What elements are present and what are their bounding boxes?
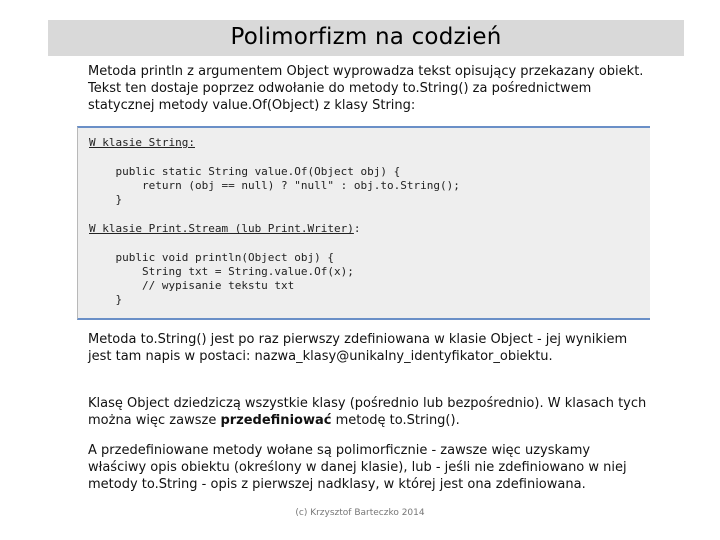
code-line: String txt = String.value.Of(x); [89, 264, 354, 278]
code-line: public void println(Object obj) { [89, 250, 335, 264]
code-line: } [89, 293, 123, 307]
code-box [77, 126, 650, 320]
override-paragraph [88, 395, 648, 429]
code-line: return (obj == null) ? "null" : obj.to.String(); [89, 178, 460, 192]
footer-copyright: (c) Krzysztof Barteczko 2014 [295, 508, 425, 518]
override-text-before: Klasę Object dziedziczą wszystkie klasy (pośrednio lub bezpośrednio). W klasach tych można więc zawsze [88, 396, 647, 428]
code-section-printstream [89, 222, 361, 308]
code-heading-printstream: W klasie Print.Stream (lub Print.Writer) [89, 222, 354, 235]
override-emphasis: przedefiniować [220, 413, 332, 428]
polymorphism-paragraph: A przedefiniowane metody wołane są polimorficznie - zawsze więc uzyskamy właściwy opis obiektu (określony w danej klasie), lub - jeśli nie zdefiniowano w niej metody to.String - opis z pierwszej nadklasy, w której jest ona zdefiniowana. [88, 443, 627, 492]
code-line: // wypisanie tekstu txt [89, 279, 295, 293]
override-text-after: metodę to.String(). [331, 413, 460, 428]
tostring-paragraph: Metoda to.String() jest po raz pierwszy zdefiniowana w klasie Object - jej wynikiem jest tam napis w postaci: nazwa_klasy@unikalny_identyfikator_obiektu. [88, 332, 628, 364]
title-bar [48, 20, 684, 56]
code-line: public static String value.Of(Object obj) { [89, 164, 401, 178]
code-section-string [89, 136, 460, 207]
slide-title: Polimorfizm na codzień [230, 24, 502, 50]
intro-paragraph: Metoda println z argumentem Object wyprowadza tekst opisujący przekazany obiekt. Tekst ten dostaje poprzez odwołanie do metody to.String() za pośrednictwem statycznej metody value.Of(Object) z klasy String: [88, 64, 644, 113]
code-line: } [89, 193, 123, 207]
code-heading-string: W klasie String: [89, 136, 195, 149]
code-heading-suffix: : [353, 222, 361, 235]
